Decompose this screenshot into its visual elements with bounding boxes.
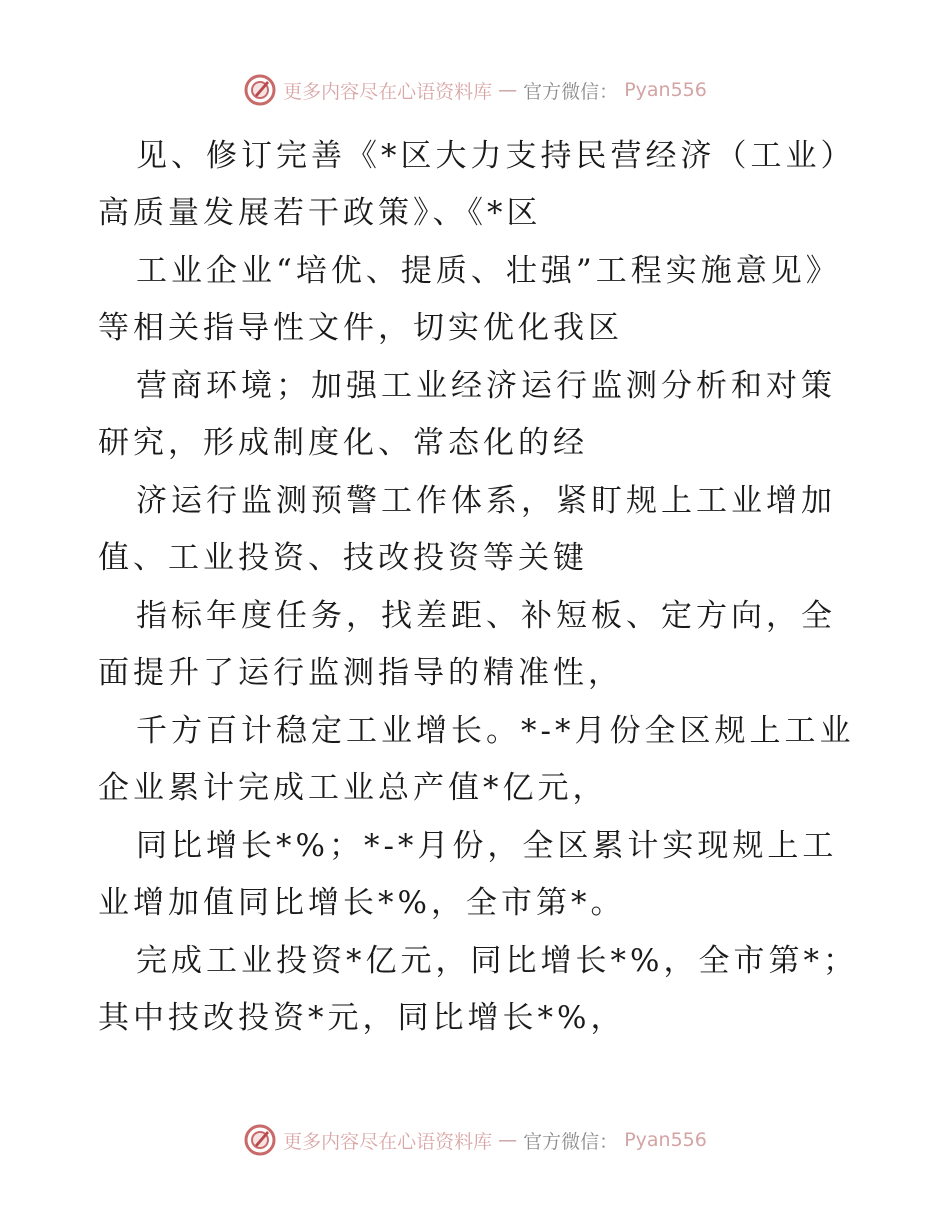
watermark-main-text: 更多内容尽在心语资料库: [283, 80, 493, 103]
body-paragraph: 完成工业投资*亿元，同比增长*%，全市第*；其中技改投资*元，同比增长*%，: [98, 943, 858, 1036]
watermark-main-text: 更多内容尽在心语资料库: [283, 1130, 493, 1153]
quill-logo-icon: [243, 73, 277, 107]
body-paragraph: 千方百计稳定工业增长。*-*月份全区规上工业企业累计完成工业总产值*亿元，: [98, 713, 855, 806]
body-paragraph: 营商环境；加强工业经济运行监测分析和对策研究，形成制度化、常态化的经: [98, 368, 836, 461]
watermark-separator: —: [498, 1129, 518, 1151]
body-paragraph: 指标年度任务，找差距、补短板、定方向，全面提升了运行监测指导的精准性，: [98, 598, 836, 691]
body-paragraph: 同比增长*%；*-*月份，全区累计实现规上工业增加值同比增长*%，全市第*。: [98, 828, 838, 921]
body-paragraph: 济运行监测预警工作体系，紧盯规上工业增加值、工业投资、技改投资等关键: [98, 483, 836, 576]
watermark-wechat-label: 官方微信：: [523, 80, 619, 103]
watermark-wechat-id: Pyan556: [624, 1129, 707, 1151]
body-paragraph: 工业企业“培优、提质、壮强”工程实施意见》等相关指导性文件，切实优化我区: [98, 253, 841, 346]
body-paragraph: 见、修订完善《*区大力支持民营经济（工业）高质量发展若干政策》、《*区: [98, 138, 856, 231]
watermark-separator: —: [498, 79, 518, 101]
watermark-wechat-label: 官方微信：: [523, 1130, 619, 1153]
footer-watermark: [0, 1120, 950, 1160]
watermark-wechat-id: Pyan556: [624, 79, 707, 101]
header-watermark: [0, 70, 950, 110]
document-body: [98, 128, 858, 1048]
quill-logo-icon: [243, 1123, 277, 1157]
